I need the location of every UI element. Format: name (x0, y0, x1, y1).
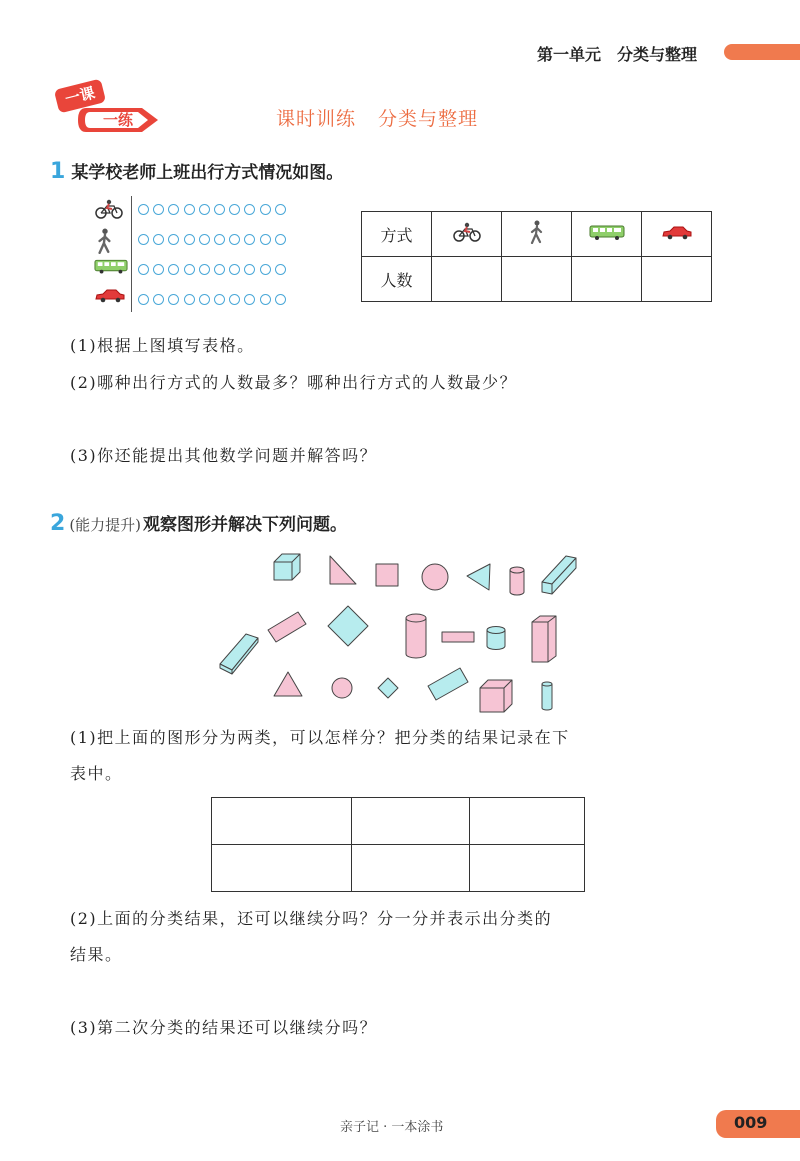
cylinder-shape (406, 614, 426, 658)
table-cell (572, 212, 642, 257)
pictograph-circle (199, 264, 210, 275)
pictograph-row (94, 228, 304, 252)
q1-subquestion-1: (1)根据上图填写表格。 (70, 336, 255, 355)
unit-header (537, 42, 697, 65)
header-accent-bar (724, 44, 800, 60)
classification-table (211, 797, 585, 892)
table-row-label: 人数 (362, 257, 432, 302)
pictograph-circle (184, 294, 195, 305)
q1-subquestion-2: (2)哪种出行方式的人数最多？哪种出行方式的人数最少？ (70, 373, 518, 392)
badge-bottom-label: 一练 (102, 111, 133, 129)
pictograph-circle (229, 264, 240, 275)
unit-label: 第一单元 (537, 45, 602, 64)
square-diamond-shape (328, 606, 368, 646)
answer-cell[interactable] (212, 798, 352, 845)
pictograph-circle (260, 204, 271, 215)
triangle-shape (467, 564, 490, 590)
pictograph-circle (168, 264, 179, 275)
pictograph-circle (168, 234, 179, 245)
pictograph-circle (153, 204, 164, 215)
cuboid-shape (542, 556, 576, 594)
answer-cell[interactable] (470, 798, 585, 845)
pictograph-circle (260, 264, 271, 275)
square-shape (376, 564, 398, 586)
pictograph-circle (199, 234, 210, 245)
pictograph-circle (244, 204, 255, 215)
cuboid-shape (532, 616, 556, 662)
rectangle-shape (268, 612, 306, 642)
question-number: 1 (50, 159, 66, 184)
q2-subquestion-1-line1: (1)把上面的图形分为两类，可以怎样分？把分类的结果记录在下 (70, 728, 570, 747)
q2-subquestion-2-line2: 结果。 (70, 945, 123, 964)
pictograph-circle (153, 234, 164, 245)
rectangle-shape (428, 668, 468, 700)
lesson-title (276, 104, 478, 131)
question-1-heading (50, 158, 343, 184)
cylinder-shape (542, 682, 552, 710)
page-number: 009 (734, 1113, 768, 1132)
pictograph-row (94, 198, 304, 222)
pictograph-circle (168, 294, 179, 305)
cube-shape (274, 554, 300, 580)
pictograph-circle (214, 204, 225, 215)
small-diamond-shape (378, 678, 398, 698)
table-row-label: 方式 (362, 212, 432, 257)
badge-top-label: 一课 (54, 79, 106, 114)
question-text: 某学校老师上班出行方式情况如图。 (71, 163, 344, 183)
walking-person-icon (527, 220, 547, 244)
pictograph-circle (184, 204, 195, 215)
question-2-heading (50, 510, 347, 536)
right-triangle-shape (330, 556, 356, 584)
walking-person-icon (94, 228, 126, 252)
pictograph-circle (275, 294, 286, 305)
q2-subquestion-1-line2: 表中。 (70, 764, 123, 783)
pictograph-circle (260, 234, 271, 245)
answer-cell[interactable] (352, 845, 470, 892)
cylinder-shape (487, 627, 505, 650)
lesson-title-part2: 分类与整理 (378, 108, 479, 130)
answer-cell[interactable] (432, 257, 502, 302)
table-cell (432, 212, 502, 257)
pictograph-circle (214, 234, 225, 245)
pictograph-circle (229, 294, 240, 305)
pictograph-circle (244, 264, 255, 275)
car-icon (661, 226, 693, 240)
pictograph-circle (275, 204, 286, 215)
pictograph-circle (153, 294, 164, 305)
table-cell (502, 212, 572, 257)
pictograph-circle (244, 234, 255, 245)
answer-cell[interactable] (470, 845, 585, 892)
bicycle-icon (452, 222, 482, 242)
pictograph-circle (199, 204, 210, 215)
pictograph-circle (138, 264, 149, 275)
pictograph (94, 194, 304, 314)
pictograph-circle (153, 264, 164, 275)
q2-subquestion-2-line1: (2)上面的分类结果，还可以继续分吗？分一分并表示出分类的 (70, 909, 553, 928)
pictograph-circle (138, 204, 149, 215)
pictograph-circle (138, 294, 149, 305)
pictograph-circle (229, 204, 240, 215)
pictograph-row (94, 288, 304, 312)
table-cell (642, 212, 712, 257)
circle-shape (422, 564, 448, 590)
travel-mode-table (361, 211, 712, 302)
cylinder-shape (510, 567, 524, 595)
footer-brand: 亲子记 · 一本涂书 (340, 1120, 444, 1135)
answer-cell[interactable] (352, 798, 470, 845)
pictograph-circle (275, 234, 286, 245)
pictograph-circle (260, 294, 271, 305)
q2-subquestion-3: (3)第二次分类的结果还可以继续分吗？ (70, 1018, 378, 1037)
long-rectangle-shape (442, 632, 474, 642)
bicycle-icon (94, 198, 126, 222)
pictograph-circle (275, 264, 286, 275)
pictograph-circle (184, 264, 195, 275)
pictograph-circle (138, 234, 149, 245)
triangle-shape (274, 672, 302, 696)
lesson-title-part1: 课时训练 (276, 108, 357, 130)
pictograph-circle (184, 234, 195, 245)
q1-subquestion-3: (3)你还能提出其他数学问题并解答吗？ (70, 446, 378, 465)
pictograph-circle (214, 294, 225, 305)
pictograph-circle (214, 264, 225, 275)
circle-shape (332, 678, 352, 698)
car-icon (94, 288, 126, 312)
bus-icon (589, 224, 625, 240)
answer-cell[interactable] (502, 257, 572, 302)
question-tag: (能力提升) (69, 516, 142, 534)
cuboid-shape (220, 634, 258, 674)
cube-shape (480, 680, 512, 712)
pictograph-circle (199, 294, 210, 305)
answer-cell[interactable] (642, 257, 712, 302)
answer-cell[interactable] (212, 845, 352, 892)
pictograph-circle (168, 204, 179, 215)
pictograph-row (94, 258, 304, 282)
pictograph-circle (244, 294, 255, 305)
answer-cell[interactable] (572, 257, 642, 302)
shapes-figure (216, 546, 596, 716)
pictograph-circle (229, 234, 240, 245)
unit-topic: 分类与整理 (617, 45, 698, 64)
bus-icon (94, 258, 126, 282)
question-text: 观察图形并解决下列问题。 (143, 515, 348, 535)
question-number: 2 (50, 511, 66, 536)
